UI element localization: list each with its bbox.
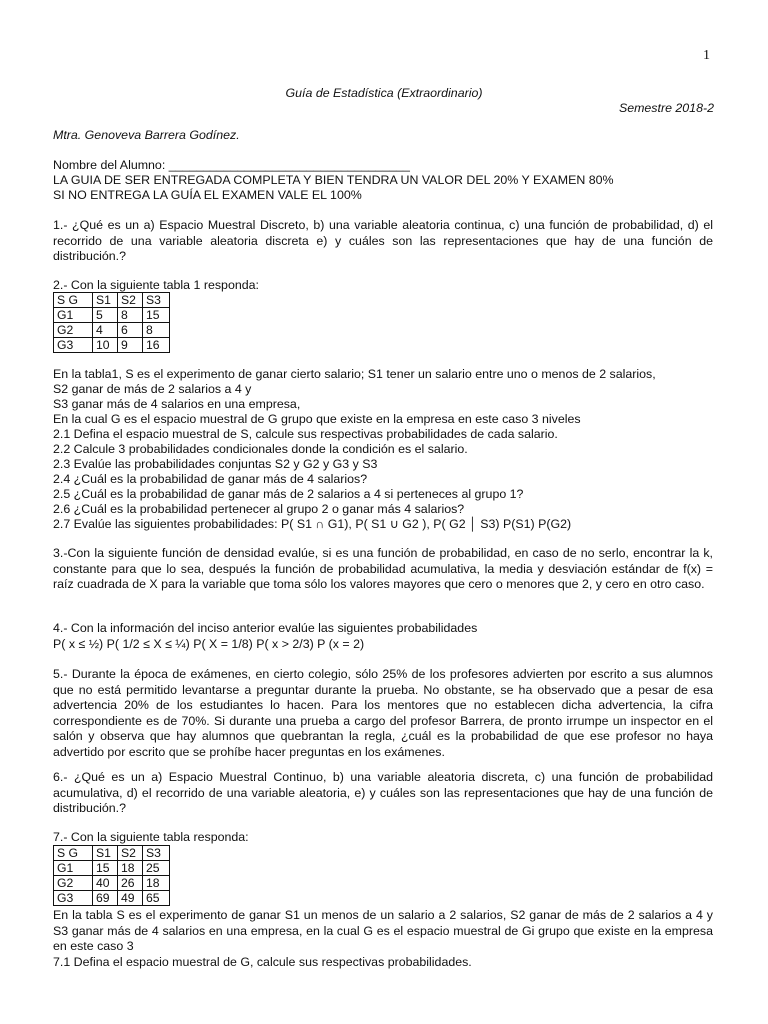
table-cell: 26 — [118, 876, 143, 891]
question-2-intro: 2.- Con la siguiente tabla 1 responda: — [53, 278, 259, 292]
question-6: 6.- ¿Qué es un a) Espacio Muestral Continuo, b) una variable aleatoria discreta, c) una función de probabilidad acumulativa, d) el recorrido de una variable aleatoria, e) y cuáles son las representaciones que hay de una función de distribución.? — [53, 770, 713, 816]
question-2-line: 2.5 ¿Cuál es la probabilidad de ganar más de 2 salarios a 4 si perteneces al grupo 1? — [53, 487, 524, 501]
question-2-line: En la cual G es el espacio muestral de G grupo que existe en la empresa en este caso 3 niveles — [53, 412, 581, 426]
table-cell: G2 — [54, 323, 93, 338]
table-cell: 8 — [143, 323, 170, 338]
table-cell: S3 — [143, 846, 170, 861]
table-cell: 49 — [118, 891, 143, 906]
table-row — [54, 891, 170, 906]
table-row — [54, 323, 170, 338]
data-table-1 — [53, 292, 170, 353]
table-cell: G1 — [54, 861, 93, 876]
table-cell: G1 — [54, 308, 93, 323]
table-row — [54, 861, 170, 876]
table-cell: 4 — [93, 323, 118, 338]
notice-line-1: LA GUIA DE SER ENTREGADA COMPLETA Y BIEN TENDRA UN VALOR DEL 20% Y EXAMEN 80% — [53, 173, 614, 187]
semester-label: Semestre 2018-2 — [618, 101, 714, 115]
table-cell: 18 — [143, 876, 170, 891]
table-row — [54, 308, 170, 323]
table-header-row — [54, 293, 170, 308]
question-1: 1.- ¿Qué es un a) Espacio Muestral Discreto, b) una variable aleatoria continua, c) una función de probabilidad, d) el recorrido de una variable aleatoria discreta e) y cuáles son las representaciones que hay de una función de distribución.? — [53, 218, 713, 264]
table-cell: 10 — [93, 338, 118, 353]
table-cell: S2 — [118, 293, 143, 308]
question-2-line: 2.1 Defina el espacio muestral de S, calcule sus respectivas probabilidades de cada salario. — [53, 427, 558, 441]
table-cell: 18 — [118, 861, 143, 876]
table-cell: G3 — [54, 891, 93, 906]
teacher-name: Mtra. Genoveva Barrera Godínez. — [53, 128, 240, 142]
data-table-2 — [53, 845, 170, 906]
question-4-intro: 4.- Con la información del inciso anterior evalúe las siguientes probabilidades — [53, 621, 478, 635]
table-cell: 15 — [93, 861, 118, 876]
question-7-intro: 7.- Con la siguiente tabla responda: — [53, 830, 249, 844]
question-2-line: 2.2 Calcule 3 probabilidades condicionales donde la condición es el salario. — [53, 442, 468, 456]
document-title: Guía de Estadística (Extraordinario) — [285, 86, 483, 100]
question-2-line: 2.4 ¿Cuál es la probabilidad de ganar más de 4 salarios? — [53, 472, 368, 486]
table-cell: 15 — [143, 308, 170, 323]
table-cell: 5 — [93, 308, 118, 323]
table-cell: S2 — [118, 846, 143, 861]
table-cell: S1 — [93, 846, 118, 861]
question-4-formula: P( x ≤ ½) P( 1/2 ≤ X ≤ ¼) P( X = 1/8) P( x > 2/3) P (x = 2) — [53, 637, 365, 651]
table-cell: S G — [54, 293, 93, 308]
table-row — [54, 338, 170, 353]
table-cell: G3 — [54, 338, 93, 353]
table-cell: 9 — [118, 338, 143, 353]
table-cell: 69 — [93, 891, 118, 906]
question-7-1: 7.1 Defina el espacio muestral de G, calcule sus respectivas probabilidades. — [53, 955, 472, 969]
question-7-text: En la tabla S es el experimento de ganar S1 un menos de un salario a 2 salarios, S2 ganar de más de 2 salarios a 4 y S3 ganar más de 4 salarios en una empresa, en la cual G es el espacio muestral de Gi grupo que existe en la empresa en este caso 3 — [53, 908, 713, 954]
table-cell: 25 — [143, 861, 170, 876]
table-cell: S G — [54, 846, 93, 861]
table-cell: S1 — [93, 293, 118, 308]
page-number: 1 — [703, 48, 710, 63]
table-cell: 6 — [118, 323, 143, 338]
table-cell: 16 — [143, 338, 170, 353]
notice-line-2: SI NO ENTREGA LA GUÍA EL EXAMEN VALE EL 100% — [53, 188, 362, 202]
table-header-row — [54, 846, 170, 861]
table-cell: S3 — [143, 293, 170, 308]
table-cell: 8 — [118, 308, 143, 323]
question-2-line: 2.7 Evalúe las siguientes probabilidades: P( S1 ∩ G1), P( S1 ∪ G2 ), P( G2 │ S3) P(S1) P(G2) — [53, 517, 572, 531]
question-3: 3.-Con la siguiente función de densidad evalúe, si es una función de probabilidad, en caso de no serlo, encontrar la k, constante para que lo sea, después la función de probabilidad acumulativa, la media y desviación estándar de f(x) = raíz cuadrada de X para la variable que toma sólo los valores mayores que cero o menores que 2, y cero en otro caso. — [53, 546, 713, 592]
table-row — [54, 876, 170, 891]
question-2-line: En la tabla1, S es el experimento de ganar cierto salario; S1 tener un salario entre uno o menos de 2 salarios, — [53, 367, 656, 381]
table-cell: 65 — [143, 891, 170, 906]
question-5: 5.- Durante la época de exámenes, en cierto colegio, sólo 25% de los profesores advierten por escrito a sus alumnos que no está permitido levantarse a preguntar durante la prueba. No obstante, se ha observado que a pesar de esa advertencia 20% de los estudiantes lo hacen. Para los mentores que no establecen dicha advertencia, la cifra correspondiente es de 70%. Si durante una prueba a cargo del profesor Barrera, de pronto irrumpe un inspector en el salón y observa que hay alumnos que quebrantan la regla, ¿cuál es la probabilidad de que ese profesor no haya advertido por escrito que se prohíbe hacer preguntas en los exámenes. — [53, 667, 713, 759]
question-2-line: 2.6 ¿Cuál es la probabilidad pertenecer al grupo 2 o ganar más 4 salarios? — [53, 502, 465, 516]
question-2-line: S3 ganar más de 4 salarios en una empresa, — [53, 397, 301, 411]
student-name-line: Nombre del Alumno: ___________________________________ — [53, 158, 410, 172]
question-2-line: S2 ganar de más de 2 salarios a 4 y — [53, 382, 252, 396]
table-cell: 40 — [93, 876, 118, 891]
question-2-line: 2.3 Evalúe las probabilidades conjuntas S2 y G2 y G3 y S3 — [53, 457, 378, 471]
table-cell: G2 — [54, 876, 93, 891]
